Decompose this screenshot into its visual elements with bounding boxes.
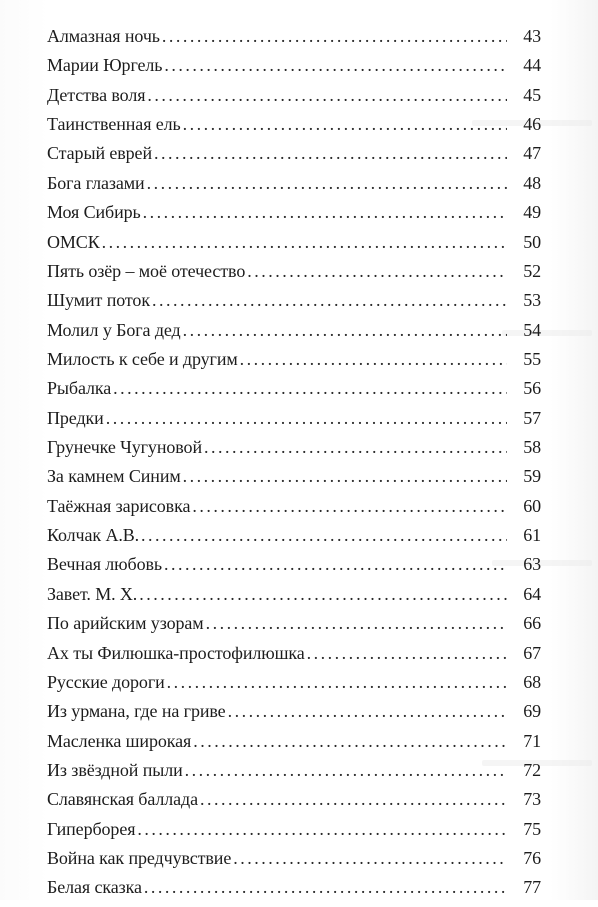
toc-entry-page-number: 46 bbox=[523, 114, 541, 135]
dot-leader bbox=[206, 613, 507, 634]
toc-entry bbox=[47, 701, 541, 730]
toc-entry bbox=[47, 584, 541, 613]
dot-leader bbox=[240, 349, 507, 370]
toc-entry-page-number: 45 bbox=[523, 84, 541, 105]
toc-entry-page-number: 48 bbox=[523, 172, 541, 193]
dot-leader bbox=[147, 173, 507, 194]
toc-entry bbox=[47, 731, 541, 760]
toc-entry bbox=[47, 643, 541, 672]
toc-entry-title: Марии Юргель bbox=[47, 55, 163, 76]
dot-leader bbox=[183, 114, 507, 135]
toc-entry-title: За камнем Синим bbox=[47, 466, 181, 487]
toc-entry-page-number: 54 bbox=[523, 319, 541, 340]
toc-entry-title: Детства воля bbox=[47, 84, 146, 105]
toc-entry-title: Милость к себе и другим bbox=[47, 348, 238, 369]
dot-leader bbox=[183, 320, 507, 341]
toc-entry bbox=[47, 349, 541, 378]
dot-leader bbox=[113, 378, 507, 399]
toc-entry bbox=[47, 554, 541, 583]
toc-entry-page-number: 47 bbox=[523, 143, 541, 164]
toc-entry bbox=[47, 877, 541, 906]
toc-entry-title: Из урмана, где на гриве bbox=[47, 701, 226, 722]
dot-leader bbox=[185, 760, 507, 781]
toc-entry-title: Молил у Бога дед bbox=[47, 319, 181, 340]
dot-leader bbox=[102, 232, 507, 253]
dot-leader bbox=[192, 496, 507, 517]
toc-entry bbox=[47, 819, 541, 848]
dot-leader bbox=[164, 554, 507, 575]
toc-entry-page-number: 56 bbox=[523, 378, 541, 399]
toc-entry bbox=[47, 672, 541, 701]
toc-entry-title: Бога глазами bbox=[47, 172, 145, 193]
toc-entry-title: Старый еврей bbox=[47, 143, 152, 164]
toc-entry bbox=[47, 525, 541, 554]
toc-entry-page-number: 77 bbox=[523, 877, 541, 898]
toc-entry-page-number: 76 bbox=[523, 848, 541, 869]
toc-entry bbox=[47, 378, 541, 407]
toc-entry-title: Завет. М. Х. bbox=[47, 583, 138, 604]
dot-leader bbox=[147, 85, 507, 106]
toc-entry bbox=[47, 55, 541, 84]
toc-entry-title: Шумит поток bbox=[47, 290, 150, 311]
toc-entry-title: Таинственная ель bbox=[47, 114, 181, 135]
dot-leader bbox=[183, 466, 507, 487]
toc-entry bbox=[47, 466, 541, 495]
toc-entry bbox=[47, 114, 541, 143]
toc-entry bbox=[47, 85, 541, 114]
toc-entry bbox=[47, 232, 541, 261]
toc-entry bbox=[47, 408, 541, 437]
toc-entry-title: Грунечке Чугуновой bbox=[47, 437, 202, 458]
dot-leader bbox=[143, 202, 507, 223]
toc-entry bbox=[47, 290, 541, 319]
toc-entry-title: Славянская баллада bbox=[47, 789, 198, 810]
toc-entry-title: Алмазная ночь bbox=[47, 26, 160, 46]
toc-entry-page-number: 73 bbox=[523, 789, 541, 810]
dot-leader bbox=[204, 437, 507, 458]
toc-entry bbox=[47, 437, 541, 466]
toc-entry-page-number: 59 bbox=[523, 466, 541, 487]
dot-leader bbox=[152, 290, 507, 311]
toc-entry bbox=[47, 760, 541, 789]
toc-entry-page-number: 66 bbox=[523, 613, 541, 634]
toc-entry-title: По арийским узорам bbox=[47, 613, 204, 634]
dot-leader bbox=[167, 672, 507, 693]
toc-entry-title: Масленка широкая bbox=[47, 730, 192, 751]
toc-entry-title: Из звёздной пыли bbox=[47, 759, 183, 780]
toc-entry-page-number: 44 bbox=[523, 55, 541, 76]
dot-leader bbox=[164, 55, 507, 76]
dot-leader bbox=[154, 143, 507, 164]
toc-entry-page-number: 71 bbox=[523, 730, 541, 751]
toc-entry-page-number: 64 bbox=[523, 583, 541, 604]
toc-entry-title: Таёжная зарисовка bbox=[47, 495, 191, 516]
dot-leader bbox=[307, 643, 507, 664]
toc-entry-page-number: 50 bbox=[523, 231, 541, 252]
toc-entry-title: Предки bbox=[47, 407, 104, 428]
toc-entry-page-number: 53 bbox=[523, 290, 541, 311]
toc-entry bbox=[47, 143, 541, 172]
toc-entry-page-number: 61 bbox=[523, 525, 541, 546]
toc-entry bbox=[47, 202, 541, 231]
dot-leader bbox=[144, 877, 507, 898]
toc-entry-title: Колчак А.В. bbox=[47, 525, 140, 546]
dot-leader bbox=[228, 701, 507, 722]
toc-entry bbox=[47, 789, 541, 818]
toc-entry bbox=[47, 613, 541, 642]
dot-leader bbox=[137, 819, 507, 840]
toc-entry-page-number: 63 bbox=[523, 554, 541, 575]
toc-entry bbox=[47, 320, 541, 349]
toc-entry-page-number: 68 bbox=[523, 671, 541, 692]
toc-entry-page-number: 55 bbox=[523, 348, 541, 369]
dot-leader bbox=[139, 584, 507, 605]
dot-leader bbox=[106, 408, 507, 429]
toc-entry-page-number: 75 bbox=[523, 818, 541, 839]
toc-entry-page-number: 57 bbox=[523, 407, 541, 428]
toc-entry-page-number: 58 bbox=[523, 437, 541, 458]
toc-entry bbox=[47, 261, 541, 290]
dot-leader bbox=[162, 26, 507, 47]
toc-entry bbox=[47, 496, 541, 525]
toc-entry-title: Русские дороги bbox=[47, 671, 165, 692]
toc-entry-title: Белая сказка bbox=[47, 877, 142, 898]
toc-entry-page-number: 69 bbox=[523, 701, 541, 722]
toc-entry bbox=[47, 26, 541, 55]
dot-leader bbox=[193, 731, 507, 752]
dot-leader bbox=[247, 261, 507, 282]
dot-leader bbox=[233, 848, 507, 869]
table-of-contents bbox=[47, 26, 541, 907]
toc-entry-title: Война как предчувствие bbox=[47, 848, 232, 869]
toc-entry-title: Вечная любовь bbox=[47, 554, 162, 575]
toc-entry-page-number: 43 bbox=[523, 26, 541, 46]
toc-entry-title: Рыбалка bbox=[47, 378, 112, 399]
toc-entry-page-number: 67 bbox=[523, 642, 541, 663]
toc-entry-page-number: 60 bbox=[523, 495, 541, 516]
dot-leader bbox=[141, 525, 507, 546]
toc-entry-page-number: 49 bbox=[523, 202, 541, 223]
toc-entry-page-number: 52 bbox=[523, 260, 541, 281]
toc-entry bbox=[47, 848, 541, 877]
dot-leader bbox=[200, 789, 507, 810]
toc-entry-title: Ах ты Филюшка-простофилюшка bbox=[47, 642, 305, 663]
toc-entry-title: Пять озёр – моё отечество bbox=[47, 260, 246, 281]
toc-entry-title: ОМСК bbox=[47, 231, 100, 252]
toc-entry-title: Моя Сибирь bbox=[47, 202, 141, 223]
toc-entry-page-number: 72 bbox=[523, 759, 541, 780]
toc-entry bbox=[47, 173, 541, 202]
toc-entry-title: Гиперборея bbox=[47, 818, 136, 839]
